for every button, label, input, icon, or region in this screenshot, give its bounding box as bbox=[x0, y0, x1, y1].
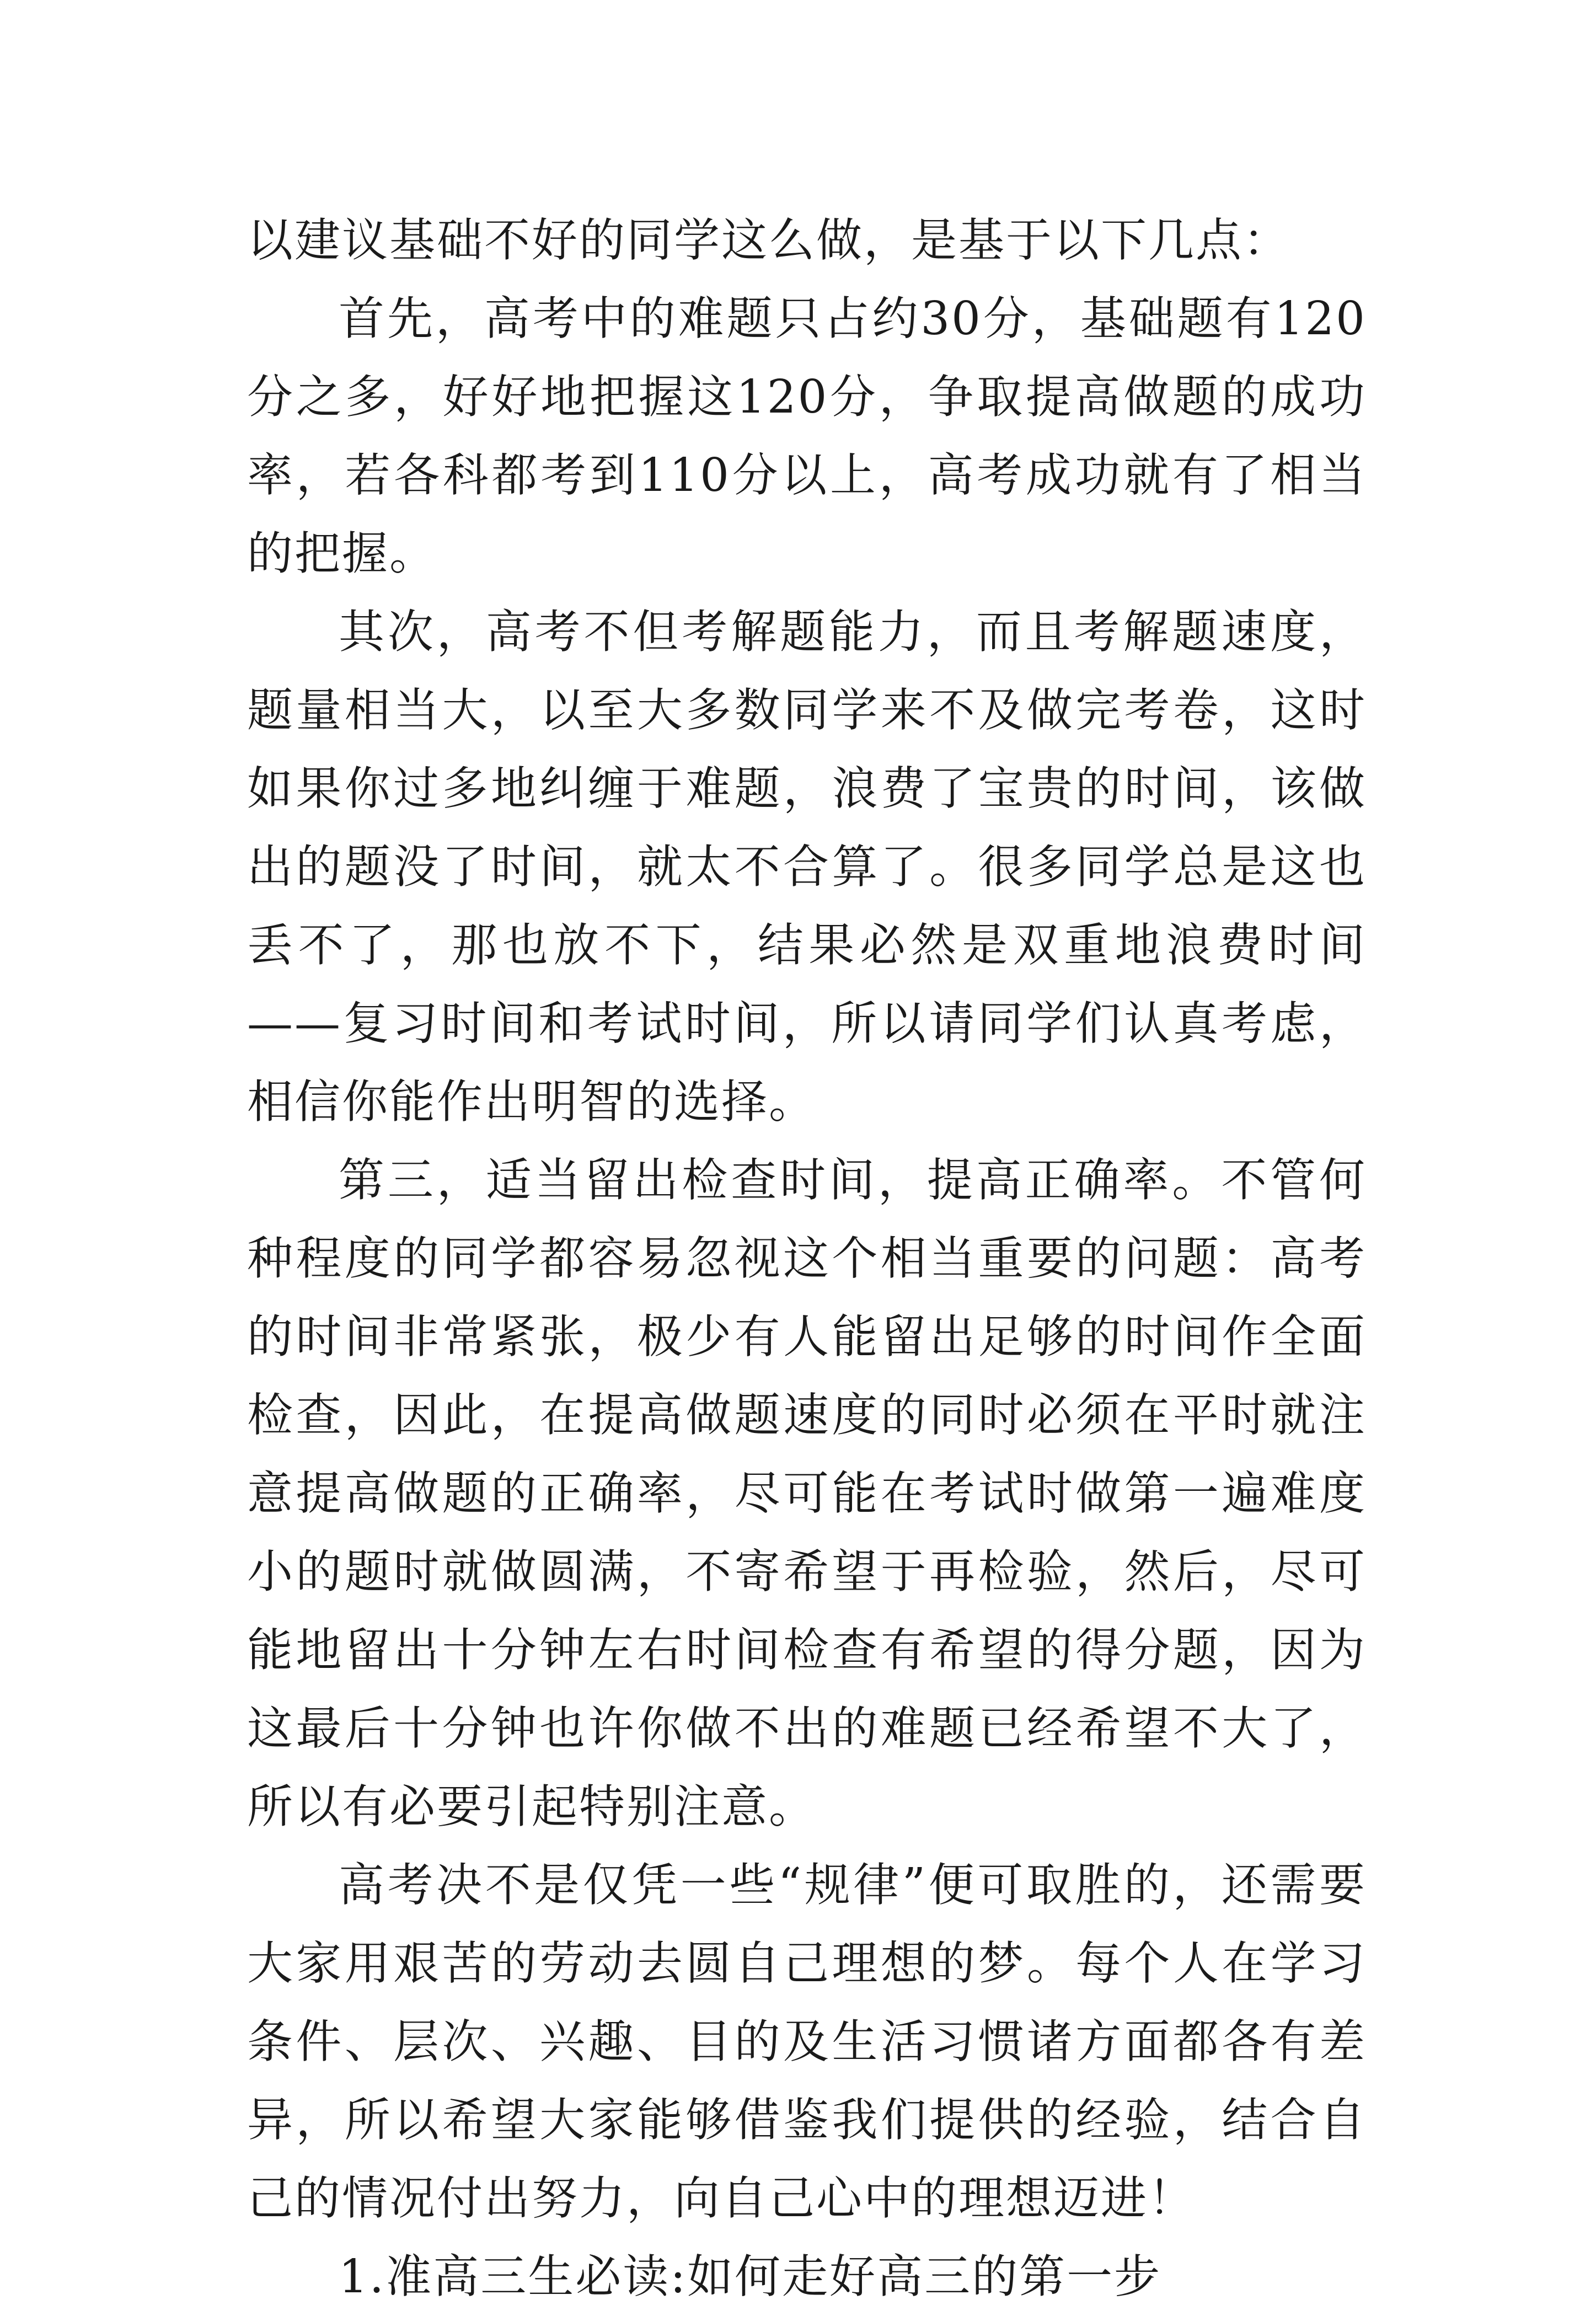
paragraph-second-point: 其次，高考不但考解题能力，而且考解题速度，题量相当大，以至大多数同学来不及做完考卷，这时如果你过多地纠缠于难题，浪费了宝贵的时间，该做出的题没了时间，就太不合算了。很多同学总是这也丢不了，那也放不下，结果必然是双重地浪费时间——复习时间和考试时间，所以请同学们认真考虑，相信你能作出明智的选择。 bbox=[247, 605, 1367, 1128]
related-article-item: 1.准高三生必读:如何走好高三的第一步 bbox=[339, 2250, 1162, 2303]
paragraph-first-point: 首先，高考中的难题只占约30分，基础题有120分之多，好好地把握这120分，争取提高做题的成功率，若各科都考到110分以上，高考成功就有了相当的把握。 bbox=[247, 292, 1367, 580]
paragraph-third-point: 第三，适当留出检查时间，提高正确率。不管何种程度的同学都容易忽视这个相当重要的问题：高考的时间非常紧张，极少有人能留出足够的时间作全面检查，因此，在提高做题速度的同时必须在平时就注意提高做题的正确率，尽可能在考试时做第一遍难度小的题时就做圆满，不寄希望于再检验，然后，尽可能地留出十分钟左右时间检查有希望的得分题，因为这最后十分钟也许你做不出的难题已经希望不大了，所以有必要引起特别注意。 bbox=[247, 1153, 1367, 1833]
document-body bbox=[247, 201, 1367, 2316]
paragraph-intro: 以建议基础不好的同学这么做，是基于以下几点： bbox=[247, 213, 1290, 267]
paragraph-conclusion: 高考决不是仅凭一些“规律”便可取胜的，还需要大家用艰苦的劳动去圆自己理想的梦。每个人在学习条件、层次、兴趣、目的及生活习惯诸方面都各有差异，所以希望大家能够借鉴我们提供的经验，结合自己的情况付出努力，向自己心中的理想迈进！ bbox=[247, 1858, 1367, 2225]
